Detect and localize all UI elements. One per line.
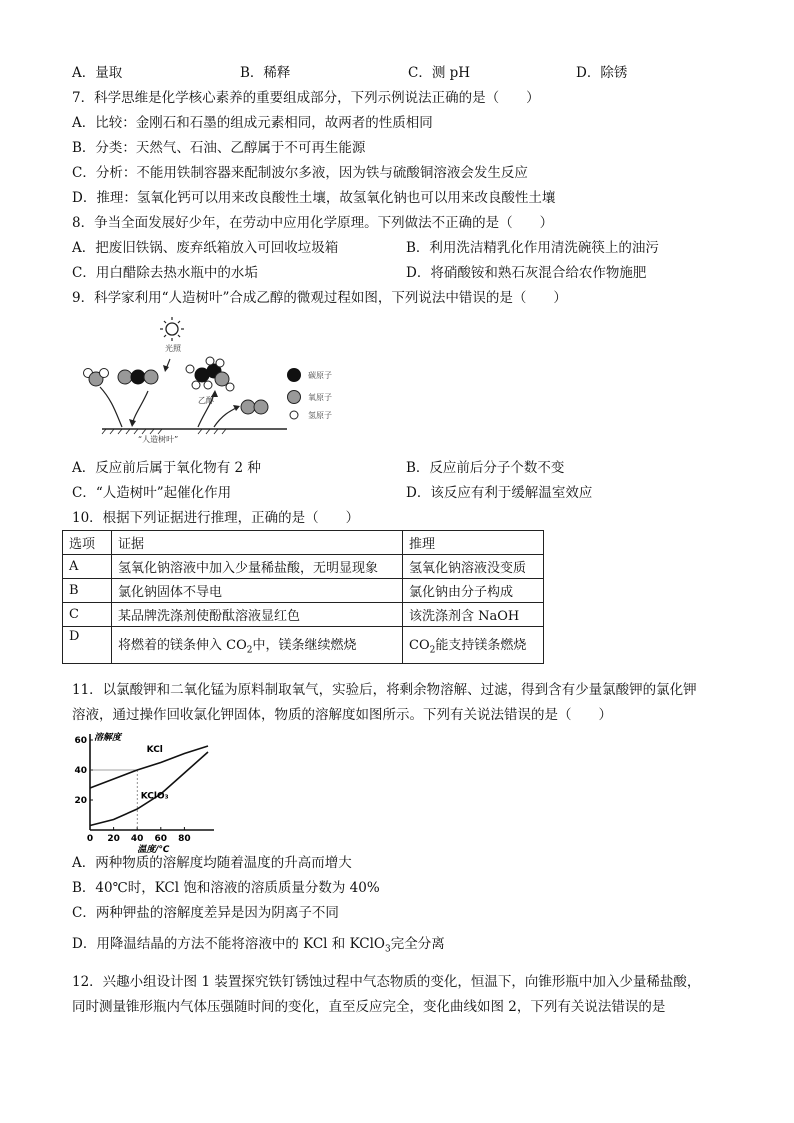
row-inference: 氢氧化钠溶液没变质 — [403, 555, 544, 579]
water-molecule — [84, 369, 109, 387]
row-evidence: 氢氧化钠溶液中加入少量稀盐酸，无明显现象 — [112, 555, 403, 579]
co2-molecule — [118, 370, 158, 385]
q8-option-c: C．用白醋除去热水瓶中的水垢 — [72, 265, 258, 281]
header-evidence: 证据 — [112, 531, 403, 555]
atom-legend — [287, 368, 332, 420]
q9-option-b: B．反应前后分子个数不变 — [406, 460, 565, 476]
q7-stem: 7．科学思维是化学核心素养的重要组成部分，下列示例说法正确的是（ ） — [72, 90, 540, 106]
q11-option-c: C．两种钾盐的溶解度差异是因为阴离子不同 — [72, 905, 339, 921]
q9-option-a: A．反应前后属于氧化物有 2 种 — [72, 460, 261, 476]
q6-option-d: D．除锈 — [576, 65, 628, 81]
x-tick-label: 80 — [178, 834, 191, 844]
q10-stem: 10．根据下列证据进行推理，正确的是（ ） — [72, 510, 360, 526]
q7-option-a: A．比较：金刚石和石墨的组成元素相同，故两者的性质相同 — [72, 115, 433, 131]
q9-option-d: D．该反应有利于缓解温室效应 — [406, 485, 593, 501]
solubility-chart — [68, 728, 228, 855]
table-row — [63, 627, 544, 664]
table-row — [63, 603, 544, 627]
row-option: D — [63, 627, 112, 664]
sun-icon — [160, 317, 184, 341]
series-label: KCl — [146, 745, 163, 755]
artificial-leaf-figure — [72, 315, 362, 447]
legend-hydrogen: 氢原子 — [308, 411, 332, 420]
q7-option-d: D．推理：氢氧化钙可以用来改良酸性土壤，故氢氧化钠也可以用来改良酸性土壤 — [72, 190, 556, 206]
q9-option-c: C．“人造树叶”起催化作用 — [72, 485, 232, 501]
q10-evidence-table — [62, 530, 544, 664]
ethanol-molecule — [186, 357, 234, 391]
q12-line2: 同时测量锥形瓶内气体压强随时间的变化，直至反应完全，变化曲线如图 2，下列有关说法错误的是 — [72, 999, 666, 1015]
q8-option-b: B．利用洗洁精乳化作用清洗碗筷上的油污 — [406, 240, 659, 256]
q11-option-b: B．40℃时，KCl 饱和溶液的溶质质量分数为 40% — [72, 880, 380, 896]
q8-option-a: A．把废旧铁锅、废弃纸箱放入可回收垃圾箱 — [72, 240, 339, 256]
row-evidence: 某品牌洗涤剂使酚酞溶液显红色 — [112, 603, 403, 627]
x-tick-label: 0 — [86, 834, 94, 844]
q7-option-c: C．分析：不能用铁制容器来配制波尔多液，因为铁与硫酸铜溶液会发生反应 — [72, 165, 528, 181]
q6-option-a: A．量取 — [72, 65, 123, 81]
q11-stem-line2: 溶液，通过操作回收氯化钾固体，物质的溶解度如图所示。下列有关说法错误的是（ ） — [72, 707, 612, 723]
q9-stem: 9．科学家利用“人造树叶”合成乙醇的微观过程如图，下列说法中错误的是（ ） — [72, 290, 567, 306]
q12-line1: 12．兴趣小组设计图 1 装置探究铁钉锈蚀过程中气态物质的变化，恒温下，向锥形瓶中加入少量稀盐酸， — [72, 974, 701, 990]
series-label: KClO₃ — [140, 791, 169, 802]
sun-label: 光照 — [165, 344, 181, 353]
row-evidence: 将燃着的镁条伸入 $CO_2$中，镁条继续燃烧 — [112, 627, 403, 664]
header-inference: 推理 — [403, 531, 544, 555]
x-axis-label: 温度/℃ — [137, 845, 170, 855]
y-tick-label: 60 — [74, 736, 87, 746]
q6-option-c: C．测 pH — [408, 65, 471, 81]
q7-option-b: B．分类：天然气、石油、乙醇属于不可再生能源 — [72, 140, 366, 156]
x-tick-label: 40 — [130, 834, 144, 844]
row-option: C — [63, 603, 112, 627]
q8-stem: 8．争当全面发展好少年，在劳动中应用化学原理。下列做法不正确的是（ ） — [72, 215, 554, 231]
q11-stem-line1: 11．以氯酸钾和二氧化锰为原料制取氧气，实验后，将剩余物溶解、过滤，得到含有少量氯酸钾的氯化钾 — [72, 682, 697, 698]
y-tick-label: 40 — [74, 766, 87, 776]
leaf-label: “人造树叶” — [138, 435, 179, 444]
row-inference: 氯化钠由分子构成 — [403, 579, 544, 603]
row-inference: $CO_2$能支持镁条燃烧 — [403, 627, 544, 664]
y-tick-label: 20 — [74, 796, 87, 806]
ethanol-label: 乙醇 — [198, 396, 214, 405]
q11-option-a: A．两种物质的溶解度均随着温度的升高而增大 — [72, 855, 352, 871]
y-axis-label: 溶解度 — [94, 733, 122, 743]
row-inference: 该洗涤剂含 NaOH — [403, 603, 544, 627]
header-option: 选项 — [63, 531, 112, 555]
table-row — [63, 555, 544, 579]
row-option: A — [63, 555, 112, 579]
artificial-leaf-surface — [102, 429, 287, 434]
q8-option-d: D．将硝酸铵和熟石灰混合给农作物施肥 — [406, 265, 647, 281]
oxygen-molecule — [241, 400, 268, 414]
q11-option-d: D．用降温结晶的方法不能将溶液中的 KCl 和 KClO$_3$完全分离 — [72, 936, 445, 955]
row-option: B — [63, 579, 112, 603]
q6-option-b: B．稀释 — [240, 65, 291, 81]
x-tick-label: 60 — [154, 834, 168, 844]
row-evidence: 氯化钠固体不导电 — [112, 579, 403, 603]
x-tick-label: 20 — [107, 834, 120, 844]
table-header-row — [63, 531, 544, 555]
table-row — [63, 579, 544, 603]
legend-oxygen: 氧原子 — [308, 393, 332, 402]
series-line — [90, 752, 208, 826]
legend-carbon: 碳原子 — [308, 371, 332, 380]
